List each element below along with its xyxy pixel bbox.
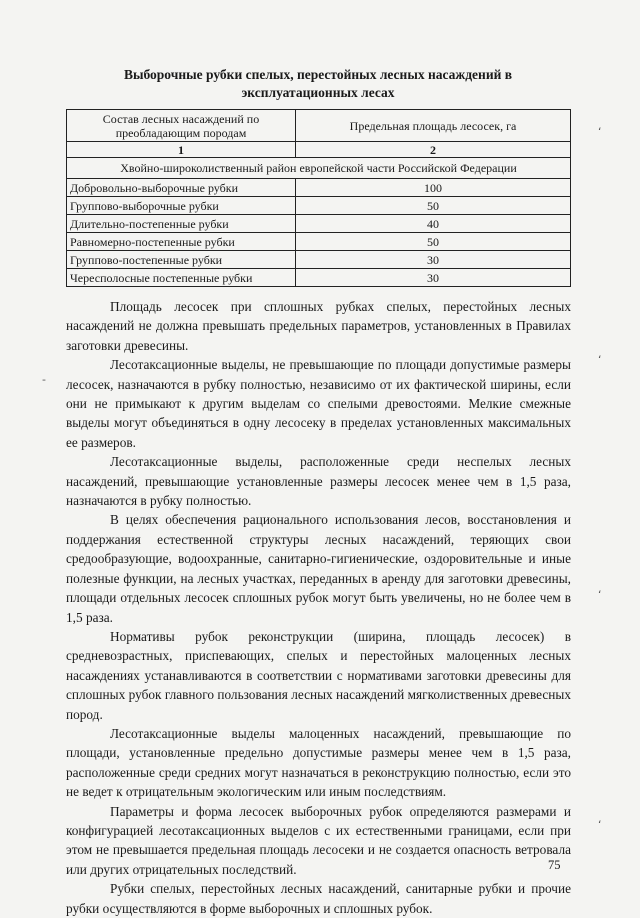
table-row	[67, 251, 571, 269]
table-row	[67, 197, 571, 215]
paragraph: В целях обеспечения рационального использования лесов, восстановления и поддержания естественной структуры лесных насаждений, теряющих свои средообразующие, водоохранные, санитарно-гигиенические, оздоровительные и иные полезные функции, на лесных участках, переданных в аренду для заготовки древесины, площади отдельных лесосек сплошных рубок могут быть увеличены, но не более чем в 1,5 раза.	[66, 512, 571, 625]
table-header-row	[67, 110, 571, 142]
margin-mark: ʻ	[598, 353, 602, 366]
row-value: 100	[296, 179, 571, 197]
row-name: Чересполосные постепенные рубки	[67, 269, 296, 287]
row-name: Группово-постепенные рубки	[67, 251, 296, 269]
paragraph: Лесотаксационные выделы малоценных насаждений, превышающие по площади, установленные предельно допустимые размеры менее чем в 1,5 раза, расположенные среди средних могут назначаться в реконструкцию полностью, если это не ведет к отрицательным экологическим или иным последствиям.	[66, 725, 571, 800]
row-name: Равномерно-постепенные рубки	[67, 233, 296, 251]
paragraph: Лесотаксационные выделы, не превышающие по площади допустимые размеры лесосек, назначаются в рубку полностью, независимо от их фактической ширины, если они не примыкают к другим выделам со спелыми древостоями. Мелкие смежные выделы могут объединяться в одну лесосеку в пределах установленных максимальных ее размеров.	[66, 357, 571, 450]
paragraph: Лесотаксационные выделы, расположенные среди неспелых лесных насаждений, превышающие установленные размеры лесосек менее чем в 1,5 раза, назначаются в рубку полностью.	[66, 454, 571, 509]
row-name: Длительно-постепенные рубки	[67, 215, 296, 233]
margin-mark: ʻ	[598, 818, 602, 831]
row-value: 30	[296, 269, 571, 287]
table-column-numbers	[67, 142, 571, 158]
paragraph: Площадь лесосек при сплошных рубках спелых, перестойных лесных насаждений не должна превышать предельных параметров, установленных в Правилах заготовки древесины.	[66, 299, 571, 353]
paragraph: Нормативы рубок реконструкции (ширина, площадь лесосек) в средневозрастных, приспевающих, спелых и перестойных малоценных лесных насаждениях устанавливаются в соответствии с нормативами заготовки древесины для сплошных рубок главного пользования лесных насаждений мягколиственных древесных пород.	[66, 628, 571, 722]
table-row	[67, 233, 571, 251]
table-row	[67, 269, 571, 287]
body-text	[66, 297, 571, 918]
margin-mark: ʻ	[598, 588, 602, 601]
row-value: 50	[296, 197, 571, 215]
column-number-1: 1	[67, 142, 296, 158]
row-value: 50	[296, 233, 571, 251]
title-line-1: Выборочные рубки спелых, перестойных лесных насаждений в	[123, 67, 513, 82]
table-row	[67, 215, 571, 233]
norms-table	[66, 109, 571, 287]
title-line-2: эксплуатационных лесах	[241, 85, 395, 100]
region-label: Хвойно-широколиственный район европейской части Российской Федерации	[67, 158, 571, 179]
paragraph: Рубки спелых, перестойных лесных насаждений, санитарные рубки и прочие рубки осуществляются в форме выборочных и сплошных рубок.	[66, 881, 571, 916]
table-row	[67, 179, 571, 197]
header-max-area: Предельная площадь лесосек, га	[296, 110, 571, 142]
margin-mark: ʻ	[598, 125, 602, 138]
column-number-2: 2	[296, 142, 571, 158]
margin-mark: -	[42, 373, 46, 386]
paragraph: Параметры и форма лесосек выборочных рубок определяются размерами и конфигурацией лесотаксационных выделов с их естественными границами, если при этом не превышается предельная площадь лесосеки и не создается опасность ветровала или других отрицательных последствий.	[66, 803, 571, 877]
row-name: Группово-выборочные рубки	[67, 197, 296, 215]
header-composition: Состав лесных насаждений по преобладающим породам	[67, 110, 296, 142]
table-region-row	[67, 158, 571, 179]
page-title	[66, 66, 570, 102]
page-number: 75	[548, 858, 561, 872]
row-name: Добровольно-выборочные рубки	[67, 179, 296, 197]
row-value: 30	[296, 251, 571, 269]
row-value: 40	[296, 215, 571, 233]
